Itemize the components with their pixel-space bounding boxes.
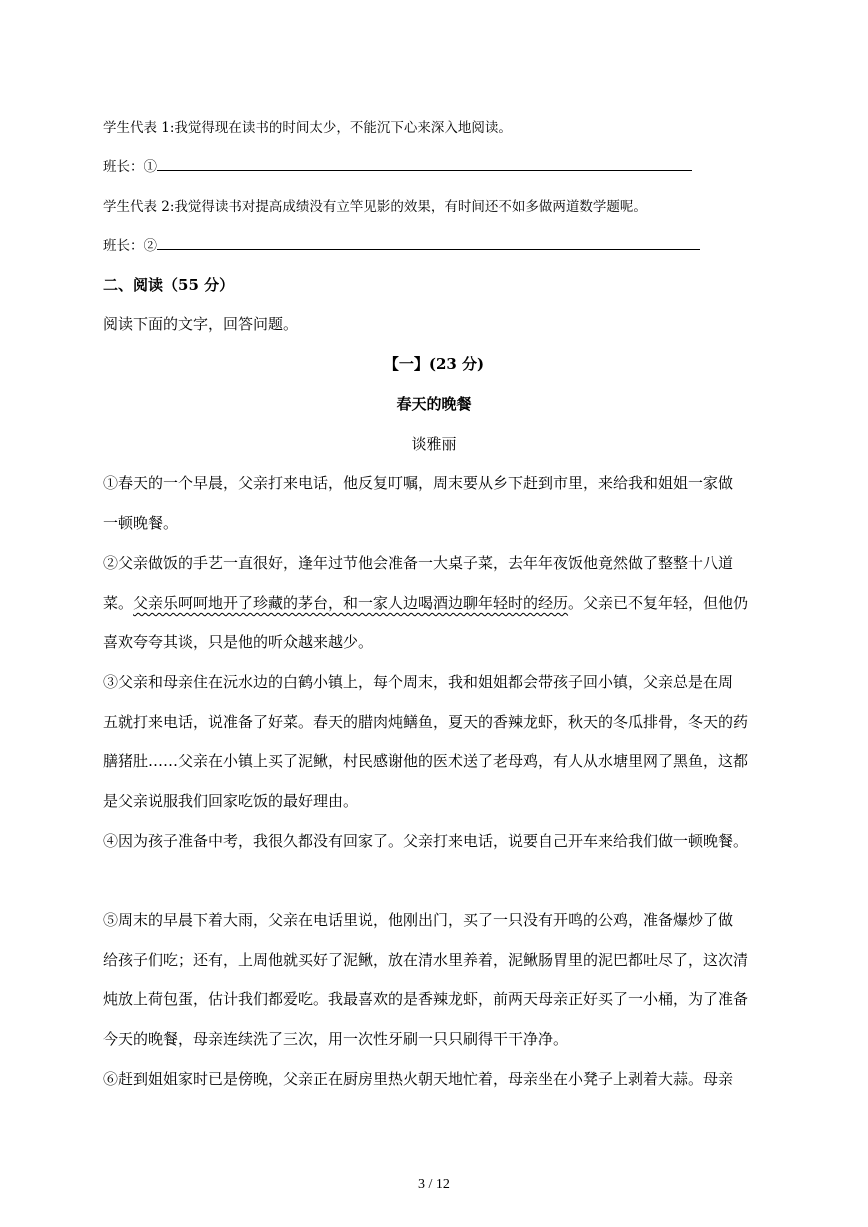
monitor2-label: 班长： bbox=[103, 238, 144, 254]
wavy-underlined-sentence: 父亲乐呵呵地开了珍藏的茅台，和一家人边喝酒边聊年轻时的经历 bbox=[133, 594, 569, 612]
paragraph-2-text-a: 菜。 bbox=[103, 594, 134, 612]
student2-statement: 学生代表 2:我觉得读书对提高成绩没有立竿见影的效果，有时间还不如多做两道数学题呢。 bbox=[103, 199, 647, 215]
paragraph-2-text-b: 。父亲已不复年轻，但他仍 bbox=[568, 594, 749, 612]
paragraph-3-line-3: 膳猪肚……父亲在小镇上买了泥鳅，村民感谢他的医术送了老母鸡，有人从水塘里网了黑鱼，这都 bbox=[103, 752, 749, 770]
student1-statement: 学生代表 1:我觉得现在读书的时间太少，不能沉下心来深入地阅读。 bbox=[103, 120, 512, 136]
monitor1-answer-line bbox=[103, 155, 692, 175]
paragraph-1-line-1: ①春天的一个早晨，父亲打来电话，他反复叮嘱，周末要从乡下赶到市里，来给我和姐姐一家做 bbox=[103, 474, 734, 492]
paragraph-1-line-2: 一顿晚餐。 bbox=[103, 514, 179, 532]
reading-instruction: 阅读下面的文字，回答问题。 bbox=[103, 315, 299, 333]
paragraph-3-line-2: 五就打来电话，说准备了好菜。春天的腊肉炖鳝鱼，夏天的香辣龙虾，秋天的冬瓜排骨，冬天的药 bbox=[103, 713, 749, 731]
paragraph-3-line-4: 是父亲说服我们回家吃饭的最好理由。 bbox=[103, 792, 359, 810]
article-title: 春天的晚餐 bbox=[396, 395, 472, 413]
paragraph-2-line-2 bbox=[103, 592, 748, 613]
section-title: 二、阅读（55 分） bbox=[103, 276, 235, 294]
paragraph-5-line-3: 炖放上荷包蛋，估计我们都爱吃。我最喜欢的是香辣龙虾，前两天母亲正好买了一小桶，为了准备 bbox=[103, 990, 749, 1008]
monitor2-answer-line bbox=[103, 234, 700, 254]
monitor2-number: ② bbox=[143, 238, 157, 254]
paragraph-5-line-1: ⑤周末的早晨下着大雨，父亲在电话里说，他刚出门，买了一只没有开鸣的公鸡，准备爆炒了做 bbox=[103, 911, 734, 929]
paragraph-3-line-1: ③父亲和母亲住在沅水边的白鹤小镇上，每个周末，我和姐姐都会带孩子回小镇，父亲总是在周 bbox=[103, 673, 734, 691]
part-title: 【一】(23 分) bbox=[383, 355, 485, 373]
monitor1-number: ① bbox=[143, 159, 157, 175]
paragraph-6-line-1: ⑥赶到姐姐家时已是傍晚，父亲正在厨房里热火朝天地忙着，母亲坐在小凳子上剥着大蒜。母亲 bbox=[103, 1070, 734, 1088]
article-author: 谈雅丽 bbox=[411, 435, 457, 453]
paragraph-2-line-3: 喜欢夸夸其谈，只是他的听众越来越少。 bbox=[103, 633, 374, 651]
monitor1-label: 班长： bbox=[103, 159, 144, 175]
answer-blank-2[interactable] bbox=[157, 237, 700, 250]
paragraph-5-line-2: 给孩子们吃；还有，上周他就买好了泥鳅，放在清水里养着，泥鳅肠胃里的泥巴都吐尽了，这次清 bbox=[103, 951, 749, 969]
paragraph-5-line-4: 今天的晚餐，母亲连续洗了三次，用一次性牙刷一只只刷得干干净净。 bbox=[103, 1030, 569, 1048]
paragraph-4-line-1: ④因为孩子准备中考，我很久都没有回家了。父亲打来电话，说要自己开车来给我们做一顿晚餐。 bbox=[103, 832, 749, 850]
page-number: 3 / 12 bbox=[418, 1177, 450, 1192]
paragraph-2-line-1: ②父亲做饭的手艺一直很好，逢年过节他会准备一大桌子菜，去年年夜饭他竟然做了整整十八道 bbox=[103, 554, 734, 572]
answer-blank-1[interactable] bbox=[157, 158, 692, 171]
